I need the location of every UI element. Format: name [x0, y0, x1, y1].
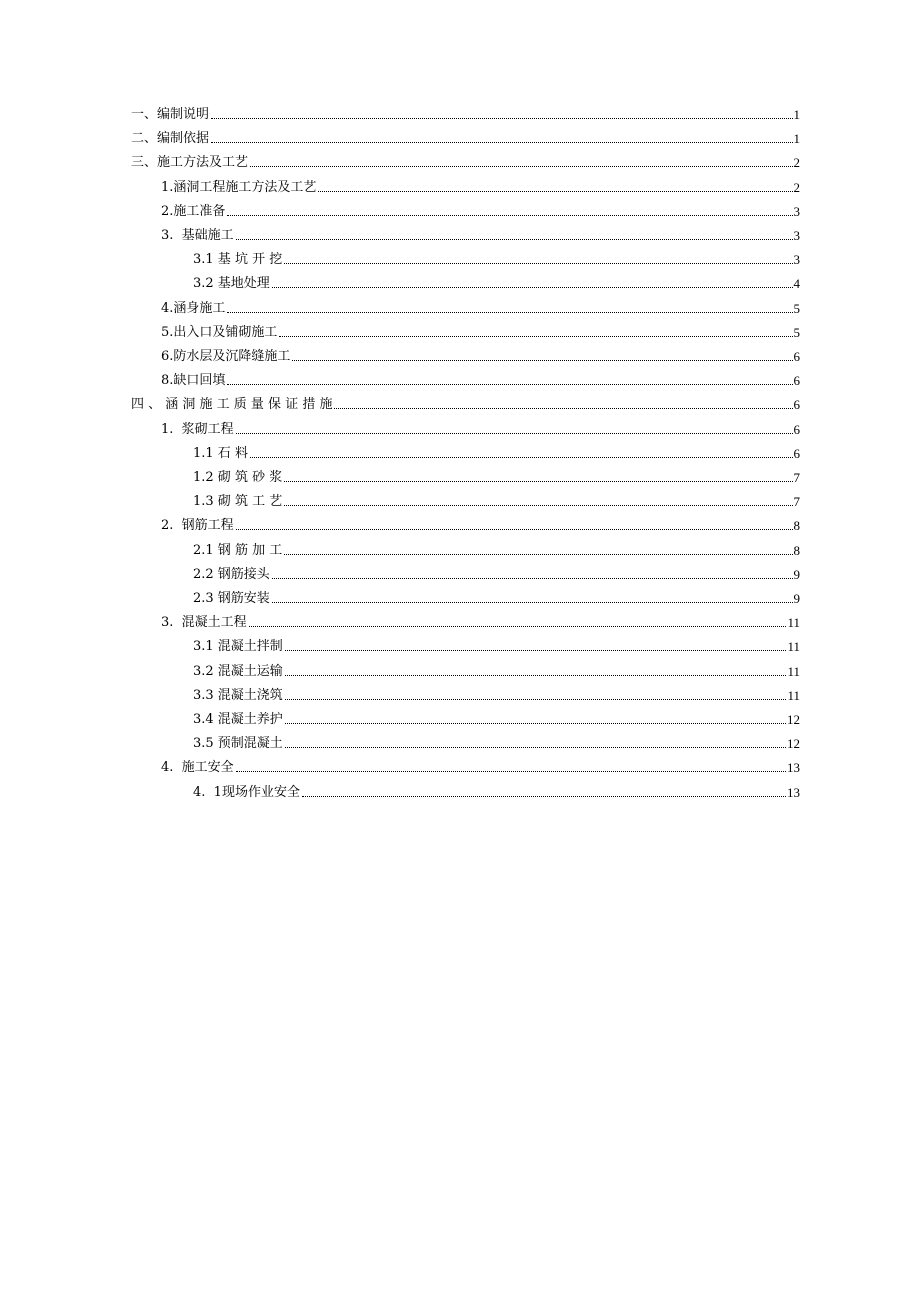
toc-entry[interactable]	[193, 585, 800, 607]
toc-entry-page-number: 13	[787, 760, 800, 776]
toc-dot-leader	[249, 626, 787, 627]
toc-entry[interactable]	[161, 416, 800, 438]
toc-dot-leader	[334, 408, 792, 409]
toc-entry[interactable]	[193, 464, 800, 486]
toc-entry-page-number: 3	[793, 252, 800, 268]
toc-entry-title: 1.3 砌 筑 工 艺	[193, 494, 283, 510]
toc-entry-title: 3.4 混凝土养护	[193, 712, 283, 727]
toc-dot-leader	[285, 675, 787, 676]
toc-entry[interactable]	[193, 270, 800, 292]
toc-entry-page-number: 11	[787, 639, 800, 655]
toc-entry-title: 二、编制依据	[131, 131, 210, 147]
toc-entry-title: 3. 基础施工	[161, 228, 234, 243]
toc-entry-page-number: 2	[793, 155, 800, 171]
toc-entry[interactable]	[193, 440, 800, 462]
toc-entry[interactable]	[161, 222, 800, 244]
toc-entry-page-number: 7	[793, 494, 800, 510]
toc-dot-leader	[211, 142, 792, 143]
toc-entry-page-number: 3	[793, 228, 800, 243]
toc-entry-page-number: 1	[793, 131, 800, 147]
toc-entry[interactable]	[193, 633, 800, 655]
toc-entry[interactable]	[161, 198, 800, 220]
toc-entry[interactable]	[193, 561, 800, 583]
toc-entry-page-number: 9	[793, 591, 800, 606]
toc-entry-title: 4.涵身施工	[161, 300, 226, 316]
toc-entry[interactable]	[161, 609, 800, 631]
toc-entry-title: 2. 钢筋工程	[161, 518, 234, 534]
toc-dot-leader	[211, 118, 792, 119]
toc-entry-title: 3.3 混凝土浇筑	[193, 687, 283, 703]
toc-entry[interactable]	[193, 488, 800, 510]
toc-entry[interactable]	[161, 295, 800, 317]
toc-entry-page-number: 13	[787, 784, 800, 800]
toc-entry-page-number: 6	[793, 397, 800, 413]
toc-entry[interactable]	[193, 779, 800, 801]
toc-dot-leader	[227, 312, 792, 313]
toc-entry[interactable]	[161, 319, 800, 341]
toc-dot-leader	[236, 771, 786, 772]
toc-dot-leader	[285, 699, 787, 700]
toc-entry[interactable]	[161, 754, 800, 776]
toc-entry-title: 一、编制说明	[131, 107, 210, 122]
toc-entry-title: 3.1 混凝土拌制	[193, 639, 283, 655]
toc-entry-title: 3. 混凝土工程	[161, 615, 247, 631]
toc-entry-title: 1.涵洞工程施工方法及工艺	[161, 179, 317, 195]
toc-entry-page-number: 8	[793, 542, 800, 558]
toc-entry-page-number: 6	[793, 421, 800, 437]
toc-dot-leader	[272, 287, 793, 288]
toc-dot-leader	[236, 529, 793, 530]
toc-dot-leader	[284, 263, 792, 264]
toc-entry-page-number: 9	[793, 566, 800, 582]
toc-entry-page-number: 1	[793, 107, 800, 122]
toc-dot-leader	[272, 578, 793, 579]
toc-entry[interactable]	[161, 367, 800, 389]
toc-entry-title: 2.3 钢筋安装	[193, 591, 270, 606]
toc-entry-title: 4. 1现场作业安全	[193, 784, 300, 800]
toc-dot-leader	[279, 336, 792, 337]
toc-dot-leader	[236, 239, 793, 240]
toc-dot-leader	[272, 602, 793, 603]
toc-dot-leader	[318, 191, 792, 192]
toc-entry-title: 2.1 钢 筋 加 工	[193, 542, 283, 558]
toc-entry-title: 1. 浆砌工程	[161, 421, 234, 437]
toc-entry[interactable]	[161, 343, 800, 365]
toc-entry[interactable]	[131, 391, 800, 413]
toc-entry[interactable]	[193, 658, 800, 680]
toc-entry-title: 4. 施工安全	[161, 760, 234, 776]
toc-entry-page-number: 2	[793, 179, 800, 195]
toc-dot-leader	[227, 215, 792, 216]
toc-dot-leader	[236, 433, 793, 434]
toc-entry-title: 三、施工方法及工艺	[131, 155, 249, 171]
toc-entry-page-number: 7	[793, 470, 800, 485]
toc-entry-page-number: 6	[793, 349, 800, 364]
toc-entry-title: 5.出入口及铺砌施工	[161, 324, 278, 340]
toc-entry-title: 3.5 预制混凝土	[193, 736, 283, 752]
toc-entry-page-number: 8	[793, 518, 800, 534]
toc-entry-page-number: 5	[793, 324, 800, 340]
toc-entry[interactable]	[193, 706, 800, 728]
toc-entry[interactable]	[193, 537, 800, 559]
toc-entry[interactable]	[193, 246, 800, 268]
toc-entry-title: 1.2 砌 筑 砂 浆	[193, 470, 283, 485]
toc-entry-page-number: 11	[787, 663, 800, 679]
toc-dot-leader	[250, 166, 792, 167]
toc-entry-page-number: 12	[787, 712, 800, 727]
toc-entry-title: 3.1 基 坑 开 挖	[193, 252, 283, 268]
toc-dot-leader	[302, 796, 786, 797]
toc-dot-leader	[284, 554, 792, 555]
toc-entry-page-number: 5	[793, 300, 800, 316]
toc-dot-leader	[285, 650, 787, 651]
toc-entry-page-number: 4	[793, 276, 800, 292]
toc-entry-page-number: 11	[787, 687, 800, 703]
toc-entry-title: 1.1 石 料	[193, 445, 248, 461]
toc-dot-leader	[227, 384, 792, 385]
toc-dot-leader	[284, 481, 792, 482]
toc-entry-page-number: 6	[793, 373, 800, 389]
toc-dot-leader	[284, 505, 792, 506]
toc-entry[interactable]	[131, 125, 800, 147]
toc-entry[interactable]	[161, 512, 800, 534]
toc-dot-leader	[285, 747, 786, 748]
toc-entry-title: 3.2 混凝土运输	[193, 663, 283, 679]
toc-entry-title: 四 、 涵 洞 施 工 质 量 保 证 措 施	[131, 397, 333, 413]
toc-entry[interactable]	[193, 730, 800, 752]
toc-entry[interactable]	[131, 101, 800, 123]
toc-entry[interactable]	[161, 174, 800, 196]
toc-dot-leader	[285, 723, 786, 724]
toc-entry-title: 2.2 钢筋接头	[193, 566, 270, 582]
toc-entry-page-number: 6	[793, 445, 800, 461]
toc-entry-title: 3.2 基地处理	[193, 276, 270, 292]
toc-entry-page-number: 11	[787, 615, 800, 631]
toc-entry-title: 8.缺口回填	[161, 373, 226, 389]
toc-dot-leader	[292, 360, 792, 361]
toc-entry-title: 2.施工准备	[161, 203, 226, 219]
toc-entry[interactable]	[131, 149, 800, 171]
toc-entry-title: 6.防水层及沉降缝施工	[161, 349, 291, 364]
toc-entry[interactable]	[193, 682, 800, 704]
toc-entry-page-number: 12	[787, 736, 800, 752]
toc-dot-leader	[250, 457, 793, 458]
toc-entry-page-number: 3	[793, 203, 800, 219]
